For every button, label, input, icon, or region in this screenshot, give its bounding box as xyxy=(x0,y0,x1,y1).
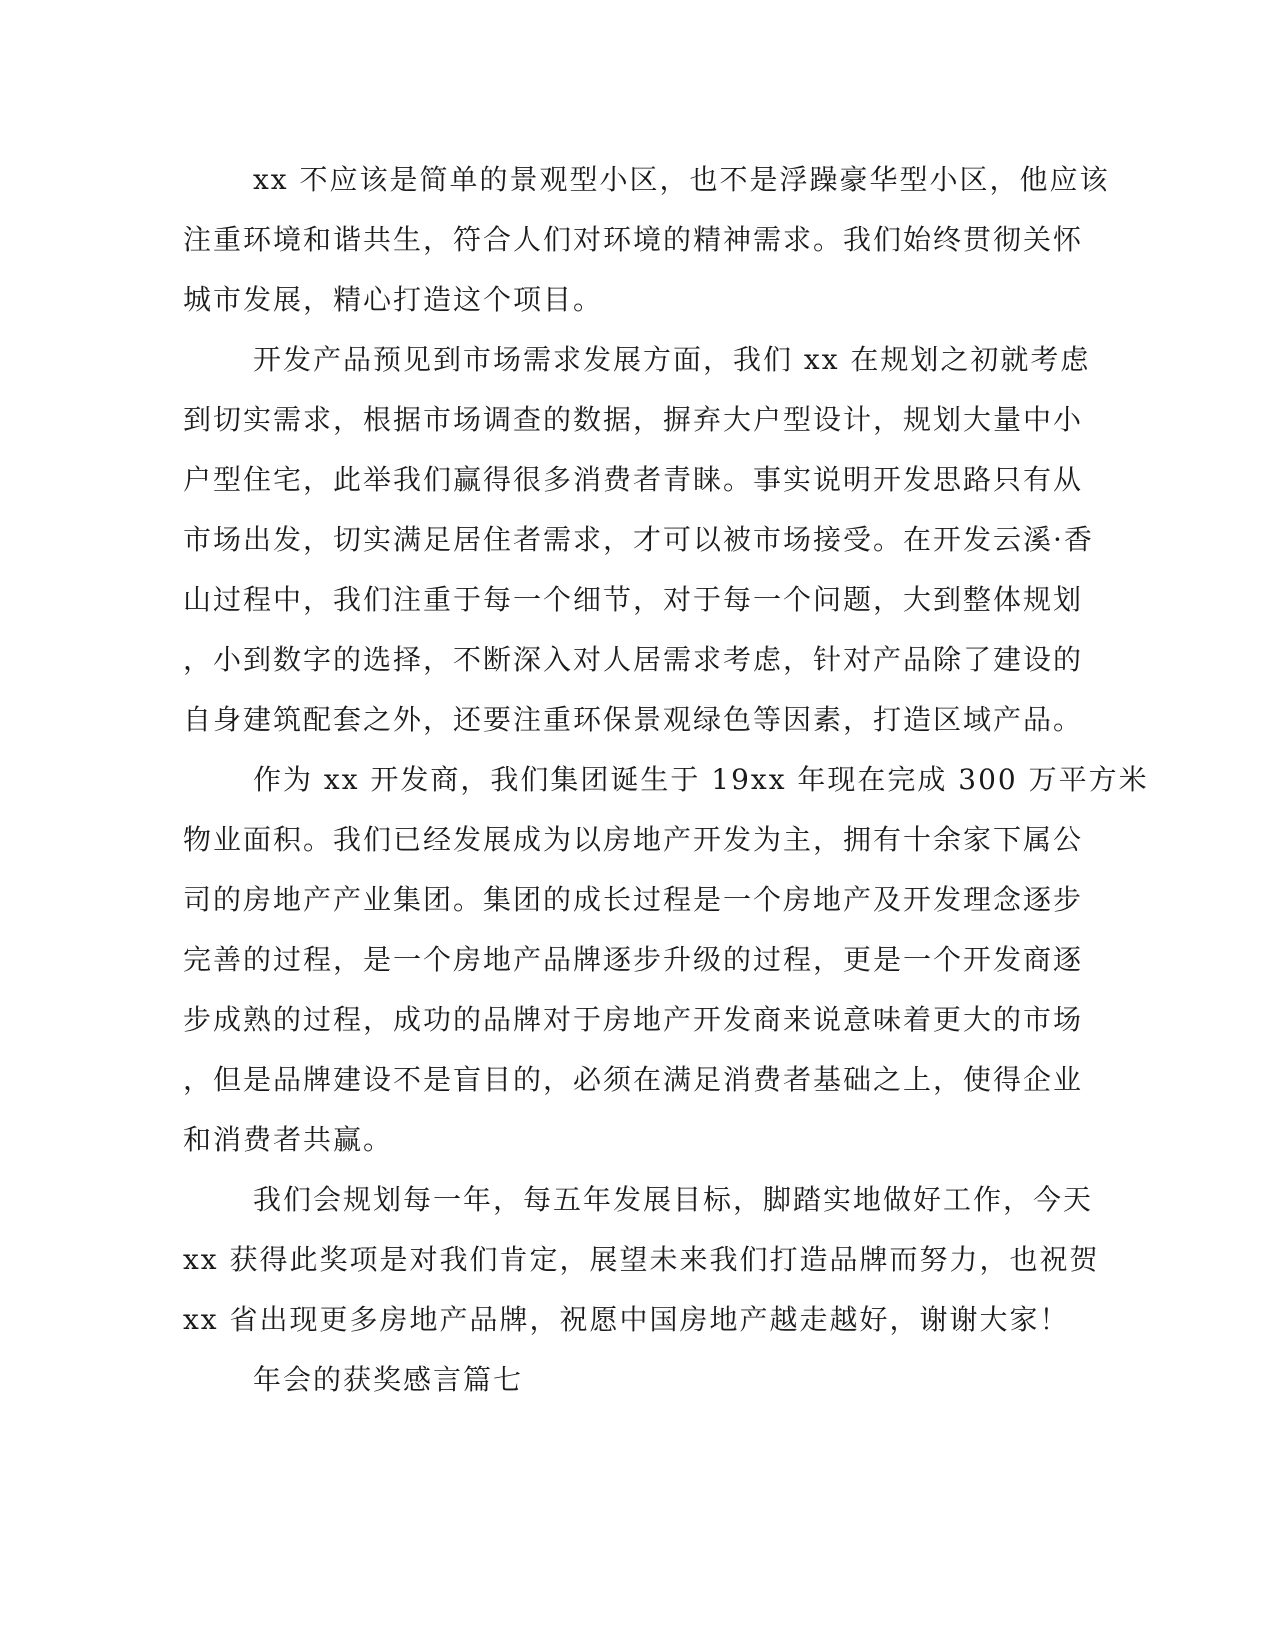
text-line: 开发产品预见到市场需求发展方面，我们 xx 在规划之初就考虑 xyxy=(253,343,1091,376)
text-line: 步成熟的过程，成功的品牌对于房地产开发商来说意味着更大的市场 xyxy=(183,1003,1084,1036)
text-line: 户型住宅，此举我们赢得很多消费者青睐。事实说明开发思路只有从 xyxy=(183,463,1084,496)
heading-line: 年会的获奖感言篇七 xyxy=(253,1363,524,1396)
text-line: 作为 xx 开发商，我们集团诞生于 19xx 年现在完成 300 万平方米 xyxy=(253,763,1149,796)
text-line: xx 省出现更多房地产品牌，祝愿中国房地产越走越好，谢谢大家！ xyxy=(183,1303,1070,1336)
text-line: 自身建筑配套之外，还要注重环保景观绿色等因素，打造区域产品。 xyxy=(183,703,1084,736)
text-line: xx 不应该是简单的景观型小区，也不是浮躁豪华型小区，他应该 xyxy=(253,163,1110,196)
text-line: 物业面积。我们已经发展成为以房地产开发为主，拥有十余家下属公 xyxy=(183,823,1084,856)
text-line: 注重环境和谐共生，符合人们对环境的精神需求。我们始终贯彻关怀 xyxy=(183,223,1084,256)
text-line: 和消费者共赢。 xyxy=(183,1123,394,1156)
paragraph xyxy=(183,150,1110,330)
text-line: 城市发展，精心打造这个项目。 xyxy=(183,283,604,316)
text-line: 到切实需求，根据市场调查的数据，摒弃大户型设计，规划大量中小 xyxy=(183,403,1084,436)
text-line: 市场出发，切实满足居住者需求，才可以被市场接受。在开发云溪·香 xyxy=(183,523,1094,556)
paragraph xyxy=(183,1170,1100,1350)
text-line: 我们会规划每一年，每五年发展目标，脚踏实地做好工作，今天 xyxy=(253,1183,1094,1216)
paragraph xyxy=(183,330,1094,750)
document-body xyxy=(183,150,1149,1410)
text-line: ，但是品牌建设不是盲目的，必须在满足消费者基础之上，使得企业 xyxy=(183,1063,1084,1096)
text-line: 完善的过程，是一个房地产品牌逐步升级的过程，更是一个开发商逐 xyxy=(183,943,1084,976)
text-line: 山过程中，我们注重于每一个细节，对于每一个问题，大到整体规划 xyxy=(183,583,1084,616)
text-line: xx 获得此奖项是对我们肯定，展望未来我们打造品牌而努力，也祝贺 xyxy=(183,1243,1100,1276)
text-line: ，小到数字的选择，不断深入对人居需求考虑，针对产品除了建设的 xyxy=(183,643,1084,676)
text-line: 司的房地产产业集团。集团的成长过程是一个房地产及开发理念逐步 xyxy=(183,883,1084,916)
section-heading xyxy=(183,1350,1033,1410)
paragraph xyxy=(183,750,1149,1170)
